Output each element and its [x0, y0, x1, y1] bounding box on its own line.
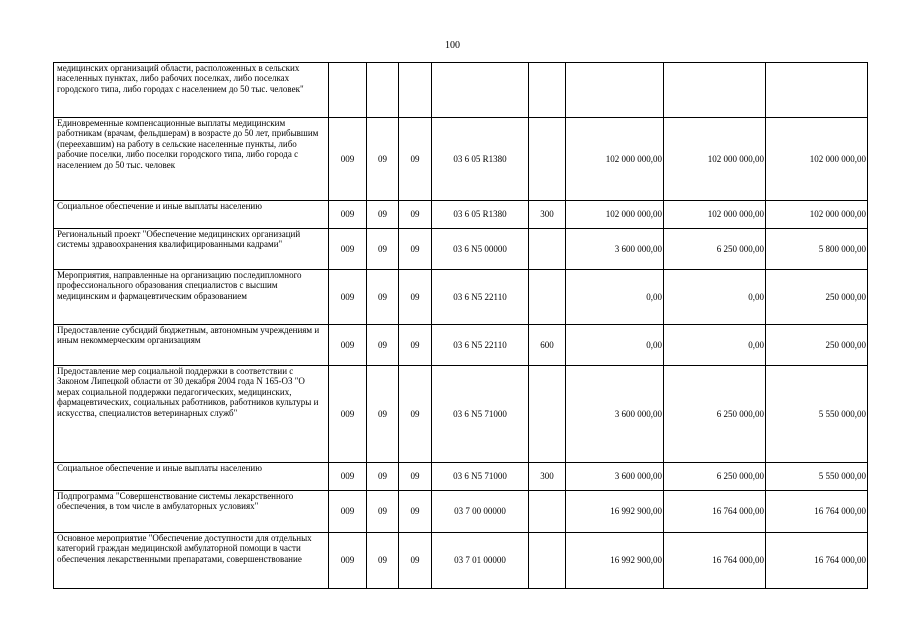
row-sum-year1: 3 600 000,00 — [566, 229, 664, 270]
table-row — [54, 270, 868, 325]
budget-table — [53, 62, 868, 589]
table-row — [54, 229, 868, 270]
row-name: Основное мероприятие "Обеспечение доступности для отдельных категорий граждан медицинской амбулаторной помощи в части обеспечения лекарственными препаратами, совершенствование — [54, 533, 329, 589]
row-sum-year2: 16 764 000,00 — [664, 533, 766, 589]
row-ved-code: 009 — [329, 229, 367, 270]
row-target-article: 03 6 N5 71000 — [432, 463, 529, 491]
row-sum-year1: 0,00 — [566, 325, 664, 366]
row-razdel-code: 09 — [367, 463, 399, 491]
row-sum-year3: 16 764 000,00 — [766, 491, 868, 533]
table-row — [54, 118, 868, 201]
row-target-article: 03 7 01 00000 — [432, 533, 529, 589]
row-podrazdel-code — [399, 63, 432, 118]
row-sum-year3 — [766, 63, 868, 118]
row-expense-type — [529, 491, 566, 533]
row-target-article: 03 6 N5 22110 — [432, 270, 529, 325]
row-target-article: 03 6 05 R1380 — [432, 118, 529, 201]
row-sum-year2: 0,00 — [664, 270, 766, 325]
row-target-article: 03 6 N5 00000 — [432, 229, 529, 270]
row-podrazdel-code: 09 — [399, 229, 432, 270]
row-razdel-code: 09 — [367, 325, 399, 366]
row-expense-type — [529, 229, 566, 270]
row-razdel-code: 09 — [367, 118, 399, 201]
row-ved-code: 009 — [329, 491, 367, 533]
row-podrazdel-code: 09 — [399, 463, 432, 491]
row-razdel-code: 09 — [367, 201, 399, 229]
table-row — [54, 491, 868, 533]
row-ved-code — [329, 63, 367, 118]
row-podrazdel-code: 09 — [399, 118, 432, 201]
row-ved-code: 009 — [329, 325, 367, 366]
row-target-article: 03 6 N5 71000 — [432, 366, 529, 463]
row-sum-year2: 16 764 000,00 — [664, 491, 766, 533]
row-expense-type — [529, 533, 566, 589]
row-ved-code: 009 — [329, 118, 367, 201]
table-row — [54, 463, 868, 491]
row-name: Социальное обеспечение и иные выплаты населению — [54, 201, 329, 229]
row-name: Предоставление субсидий бюджетным, автономным учреждениям и иным некоммерческим организациям — [54, 325, 329, 366]
row-name: Подпрограмма "Совершенствование системы лекарственного обеспечения, в том числе в амбулаторных условиях" — [54, 491, 329, 533]
row-expense-type — [529, 270, 566, 325]
row-sum-year1: 102 000 000,00 — [566, 118, 664, 201]
row-podrazdel-code: 09 — [399, 201, 432, 229]
table-row — [54, 201, 868, 229]
row-ved-code: 009 — [329, 270, 367, 325]
row-name: Социальное обеспечение и иные выплаты населению — [54, 463, 329, 491]
row-sum-year1: 0,00 — [566, 270, 664, 325]
row-sum-year1 — [566, 63, 664, 118]
row-target-article: 03 6 05 R1380 — [432, 201, 529, 229]
row-sum-year3: 5 550 000,00 — [766, 463, 868, 491]
row-expense-type — [529, 366, 566, 463]
row-sum-year2 — [664, 63, 766, 118]
row-podrazdel-code: 09 — [399, 533, 432, 589]
row-expense-type — [529, 118, 566, 201]
row-razdel-code: 09 — [367, 491, 399, 533]
row-sum-year3: 102 000 000,00 — [766, 118, 868, 201]
row-expense-type: 300 — [529, 201, 566, 229]
row-target-article: 03 6 N5 22110 — [432, 325, 529, 366]
row-sum-year2: 6 250 000,00 — [664, 229, 766, 270]
row-razdel-code: 09 — [367, 533, 399, 589]
row-sum-year2: 6 250 000,00 — [664, 463, 766, 491]
row-expense-type: 600 — [529, 325, 566, 366]
row-podrazdel-code: 09 — [399, 366, 432, 463]
row-podrazdel-code: 09 — [399, 491, 432, 533]
row-sum-year3: 5 550 000,00 — [766, 366, 868, 463]
row-razdel-code: 09 — [367, 229, 399, 270]
row-sum-year3: 250 000,00 — [766, 325, 868, 366]
row-podrazdel-code: 09 — [399, 270, 432, 325]
row-sum-year3: 16 764 000,00 — [766, 533, 868, 589]
row-sum-year3: 250 000,00 — [766, 270, 868, 325]
row-sum-year2: 6 250 000,00 — [664, 366, 766, 463]
row-name: Предоставление мер социальной поддержки в соответствии с Законом Липецкой области от 30 декабря 2004 года N 165-ОЗ "О мерах социальной поддержки педагогических, медицинских, фармацевтических, социальных работников, работников культуры и искусства, специалистов ветеринарных служб" — [54, 366, 329, 463]
row-name: Региональный проект "Обеспечение медицинских организаций системы здравоохранения квалифицированными кадрами" — [54, 229, 329, 270]
page-number: 100 — [445, 40, 460, 51]
row-name: Единовременные компенсационные выплаты медицинским работникам (врачам, фельдшерам) в возрасте до 50 лет, прибывшим (переехавшим) на работу в сельские населенные пункты, либо рабочие поселки, либо поселки городского типа, либо города с населением до 50 тыс. человек — [54, 118, 329, 201]
row-sum-year1: 16 992 900,00 — [566, 533, 664, 589]
table-row — [54, 325, 868, 366]
row-name: медицинских организаций области, расположенных в сельских населенных пунктах, либо рабочих поселках, либо поселках городского типа, либо городах с населением до 50 тыс. человек" — [54, 63, 329, 118]
row-sum-year1: 16 992 900,00 — [566, 491, 664, 533]
row-razdel-code: 09 — [367, 366, 399, 463]
row-ved-code: 009 — [329, 463, 367, 491]
row-ved-code: 009 — [329, 533, 367, 589]
row-name: Мероприятия, направленные на организацию последипломного профессионального образования специалистов с высшим медицинским и фармацевтическим образованием — [54, 270, 329, 325]
row-razdel-code — [367, 63, 399, 118]
row-sum-year3: 102 000 000,00 — [766, 201, 868, 229]
row-ved-code: 009 — [329, 201, 367, 229]
table-row — [54, 63, 868, 118]
row-razdel-code: 09 — [367, 270, 399, 325]
row-target-article: 03 7 00 00000 — [432, 491, 529, 533]
row-sum-year2: 102 000 000,00 — [664, 118, 766, 201]
row-expense-type: 300 — [529, 463, 566, 491]
row-podrazdel-code: 09 — [399, 325, 432, 366]
row-expense-type — [529, 63, 566, 118]
row-sum-year3: 5 800 000,00 — [766, 229, 868, 270]
row-sum-year2: 0,00 — [664, 325, 766, 366]
table-row — [54, 533, 868, 589]
row-sum-year2: 102 000 000,00 — [664, 201, 766, 229]
table-row — [54, 366, 868, 463]
row-target-article — [432, 63, 529, 118]
row-ved-code: 009 — [329, 366, 367, 463]
row-sum-year1: 102 000 000,00 — [566, 201, 664, 229]
row-sum-year1: 3 600 000,00 — [566, 463, 664, 491]
row-sum-year1: 3 600 000,00 — [566, 366, 664, 463]
